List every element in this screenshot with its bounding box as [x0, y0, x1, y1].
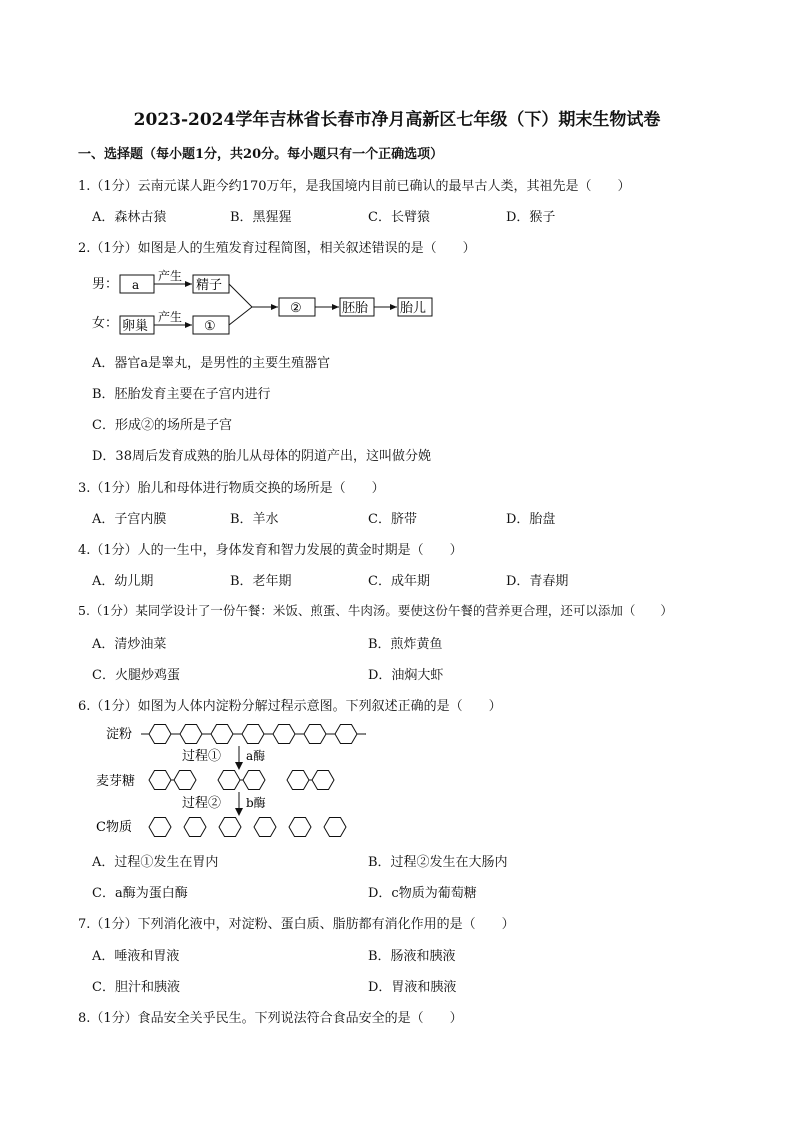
q7-option-a: A．唾液和胃液	[92, 949, 180, 964]
question-6-stem: 6.（1分）如图为人体内淀粉分解过程示意图。下列叙述正确的是（ ）	[78, 699, 502, 714]
q6-option-c: C．a酶为蛋白酶	[92, 886, 188, 901]
process-2-arrowhead	[235, 808, 243, 816]
process-1-label: 过程①	[182, 749, 222, 764]
q6-option-d: D．c物质为葡萄糖	[368, 886, 477, 901]
q5-option-b: B．煎炸黄鱼	[368, 637, 443, 652]
starch-unit-hexagon	[242, 725, 264, 744]
c-substance-hexagon	[324, 818, 346, 837]
c-substance-hexagon	[254, 818, 276, 837]
page-title: 2023-2024学年吉林省长春市净月高新区七年级（下）期末生物试卷	[133, 110, 661, 130]
maltose-unit-hexagon	[287, 771, 309, 790]
starch-unit-hexagon	[304, 725, 326, 744]
c-substance-hexagon	[289, 818, 311, 837]
starch-unit-hexagon	[180, 725, 202, 744]
question-7-stem: 7.（1分）下列消化液中，对淀粉、蛋白质、脂肪都有消化作用的是（ ）	[78, 917, 515, 932]
process-1-arrowhead	[235, 762, 243, 770]
q5-option-c: C．火腿炒鸡蛋	[92, 668, 180, 683]
q1-option-c: C．长臂猿	[368, 210, 430, 225]
maltose-unit-hexagon	[149, 771, 171, 790]
q6-option-a: A．过程①发生在胃内	[92, 855, 219, 870]
q1-option-a: A．森林古猿	[92, 210, 167, 225]
merge-line-bottom	[229, 307, 252, 325]
q6-option-b: B．过程②发生在大肠内	[368, 855, 508, 870]
maltose-unit-hexagon	[174, 771, 196, 790]
q7-option-d: D．胃液和胰液	[368, 980, 457, 995]
q2-option-b: B．胚胎发育主要在子宫内进行	[92, 387, 271, 402]
glucose-hexagons	[149, 818, 346, 837]
female-produce-text: 产生	[158, 310, 183, 324]
q5-option-a: A．清炒油菜	[92, 637, 167, 652]
q4-option-d: D．青春期	[506, 574, 569, 589]
q3-option-a: A．子宫内膜	[92, 512, 167, 527]
c-substance-hexagon	[149, 818, 171, 837]
question-3-stem: 3.（1分）胎儿和母体进行物质交换的场所是（ ）	[78, 481, 385, 496]
q4-option-a: A．幼儿期	[92, 574, 154, 589]
reproduction-diagram	[90, 264, 450, 342]
egg-circle-text: ①	[204, 319, 216, 334]
question-1-stem: 1.（1分）云南元谋人距今约170万年，是我国境内目前已确认的最早古人类，其祖先是（ ）	[78, 179, 631, 194]
enzyme-b-label: b酶	[246, 796, 266, 810]
q2-option-c: C．形成②的场所是子宫	[92, 418, 232, 433]
organ-a-text: a	[132, 278, 140, 292]
maltose-hexagon-pairs	[149, 771, 334, 790]
female-label: 女：	[92, 316, 119, 331]
question-4-stem: 4.（1分）人的一生中，身体发育和智力发展的黄金时期是（ ）	[78, 543, 463, 558]
q4-option-c: C．成年期	[368, 574, 430, 589]
maltose-unit-hexagon	[312, 771, 334, 790]
section-heading: 一、选择题（每小题1分，共20分。每小题只有一个正确选项）	[78, 147, 444, 162]
process-2-label: 过程②	[182, 796, 222, 811]
ovary-text: 卵巢	[122, 319, 149, 334]
q2-option-d: D．38周后发育成熟的胎儿从母体的阴道产出，这叫做分娩	[92, 449, 431, 464]
sperm-text: 精子	[196, 278, 223, 293]
c-substance-hexagon	[219, 818, 241, 837]
q5-option-d: D．油焖大虾	[368, 668, 444, 683]
q2-option-a: A．器官a是睾丸，是男性的主要生殖器官	[92, 356, 331, 371]
q7-option-c: C．胆汁和胰液	[92, 980, 180, 995]
c-substance-label: C物质	[96, 820, 132, 835]
maltose-unit-hexagon	[243, 771, 265, 790]
maltose-label: 麦芽糖	[96, 774, 136, 789]
starch-unit-hexagon	[335, 725, 357, 744]
starch-hexagon-chain	[141, 725, 366, 744]
q3-option-d: D．胎盘	[506, 512, 556, 527]
q3-option-b: B．羊水	[230, 512, 279, 527]
starch-unit-hexagon	[211, 725, 233, 744]
starch-label: 淀粉	[106, 727, 133, 742]
zygote-circle-text: ②	[290, 301, 302, 316]
q4-option-b: B．老年期	[230, 574, 292, 589]
embryo-text: 胚胎	[342, 301, 369, 316]
q1-option-d: D．猴子	[506, 210, 556, 225]
q3-option-c: C．脐带	[368, 512, 417, 527]
enzyme-a-label: a酶	[246, 749, 266, 763]
male-produce-text: 产生	[158, 269, 183, 283]
starch-digestion-diagram	[96, 718, 366, 844]
c-substance-hexagon	[184, 818, 206, 837]
q7-option-b: B．肠液和胰液	[368, 949, 456, 964]
male-label: 男：	[92, 277, 119, 292]
question-2-stem: 2.（1分）如图是人的生殖发育过程简图，相关叙述错误的是（ ）	[78, 241, 476, 256]
starch-unit-hexagon	[149, 725, 171, 744]
question-5-stem: 5.（1分）某同学设计了一份午餐：米饭、煎蛋、牛肉汤。要使这份午餐的营养更合理，还可以添加（ ）	[78, 603, 673, 618]
merge-line-top	[229, 284, 252, 307]
maltose-unit-hexagon	[218, 771, 240, 790]
q1-option-b: B．黑猩猩	[230, 210, 292, 225]
fetus-text: 胎儿	[400, 301, 427, 316]
starch-unit-hexagon	[273, 725, 295, 744]
question-8-stem: 8.（1分）食品安全关乎民生。下列说法符合食品安全的是（ ）	[78, 1011, 463, 1026]
